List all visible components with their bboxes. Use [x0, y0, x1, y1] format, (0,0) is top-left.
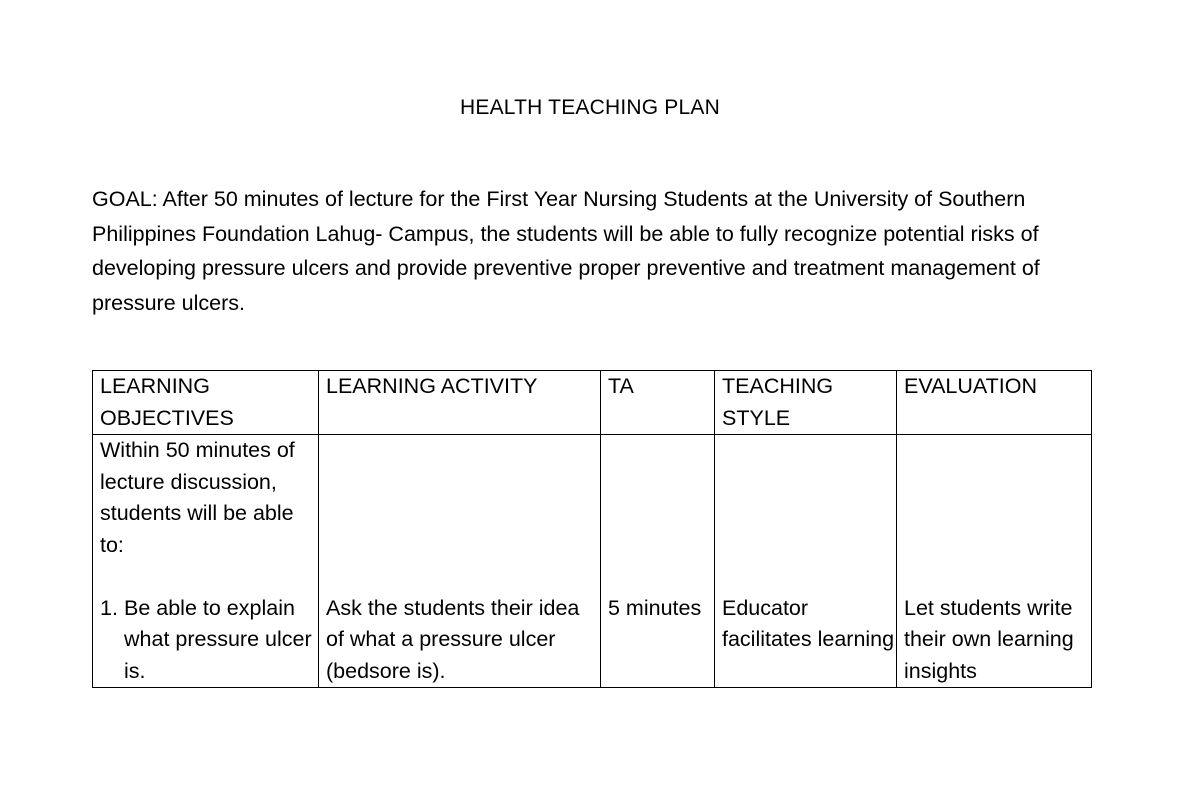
teaching-plan-table	[92, 370, 1092, 688]
objective-text: Be able to explain what pressure ulcer is.	[124, 595, 312, 683]
style-text: Educator facilitates learning	[722, 595, 895, 651]
evaluation-text: Let students write their own learning insights	[904, 595, 1074, 683]
spacer	[608, 435, 714, 593]
spacer	[100, 561, 318, 593]
goal-paragraph: GOAL: After 50 minutes of lecture for the First Year Nursing Students at the University of Southern Philippines Foundation Lahug- Campus, the students will be able to fully recognize potential risks of developing pressure ulcers and provide preventive proper preventive and treatment management of pressure ulcers.	[92, 187, 1040, 315]
header-learning-objectives: LEARNING OBJECTIVES	[93, 371, 319, 435]
header-ta: TA	[601, 371, 715, 435]
ta-cell	[601, 435, 715, 688]
spacer	[904, 435, 1091, 593]
header-teaching-style: TEACHING STYLE	[715, 371, 897, 435]
activity-cell	[319, 435, 601, 688]
evaluation-cell	[897, 435, 1092, 688]
document-title: HEALTH TEACHING PLAN	[460, 96, 720, 119]
table-header-row	[93, 371, 1092, 435]
objective-number: 1.	[100, 595, 118, 620]
style-cell	[715, 435, 897, 688]
header-evaluation: EVALUATION	[897, 371, 1092, 435]
ta-text: 5 minutes	[608, 595, 702, 620]
activity-text: Ask the students their idea of what a pressure ulcer (bedsore is).	[326, 595, 580, 683]
objective-item	[100, 593, 318, 688]
objectives-intro: Within 50 minutes of lecture discussion, students will be able to:	[100, 438, 295, 557]
spacer	[326, 435, 600, 593]
header-learning-activity: LEARNING ACTIVITY	[319, 371, 601, 435]
table-row	[93, 435, 1092, 688]
spacer	[722, 435, 896, 593]
objectives-cell	[93, 435, 319, 688]
